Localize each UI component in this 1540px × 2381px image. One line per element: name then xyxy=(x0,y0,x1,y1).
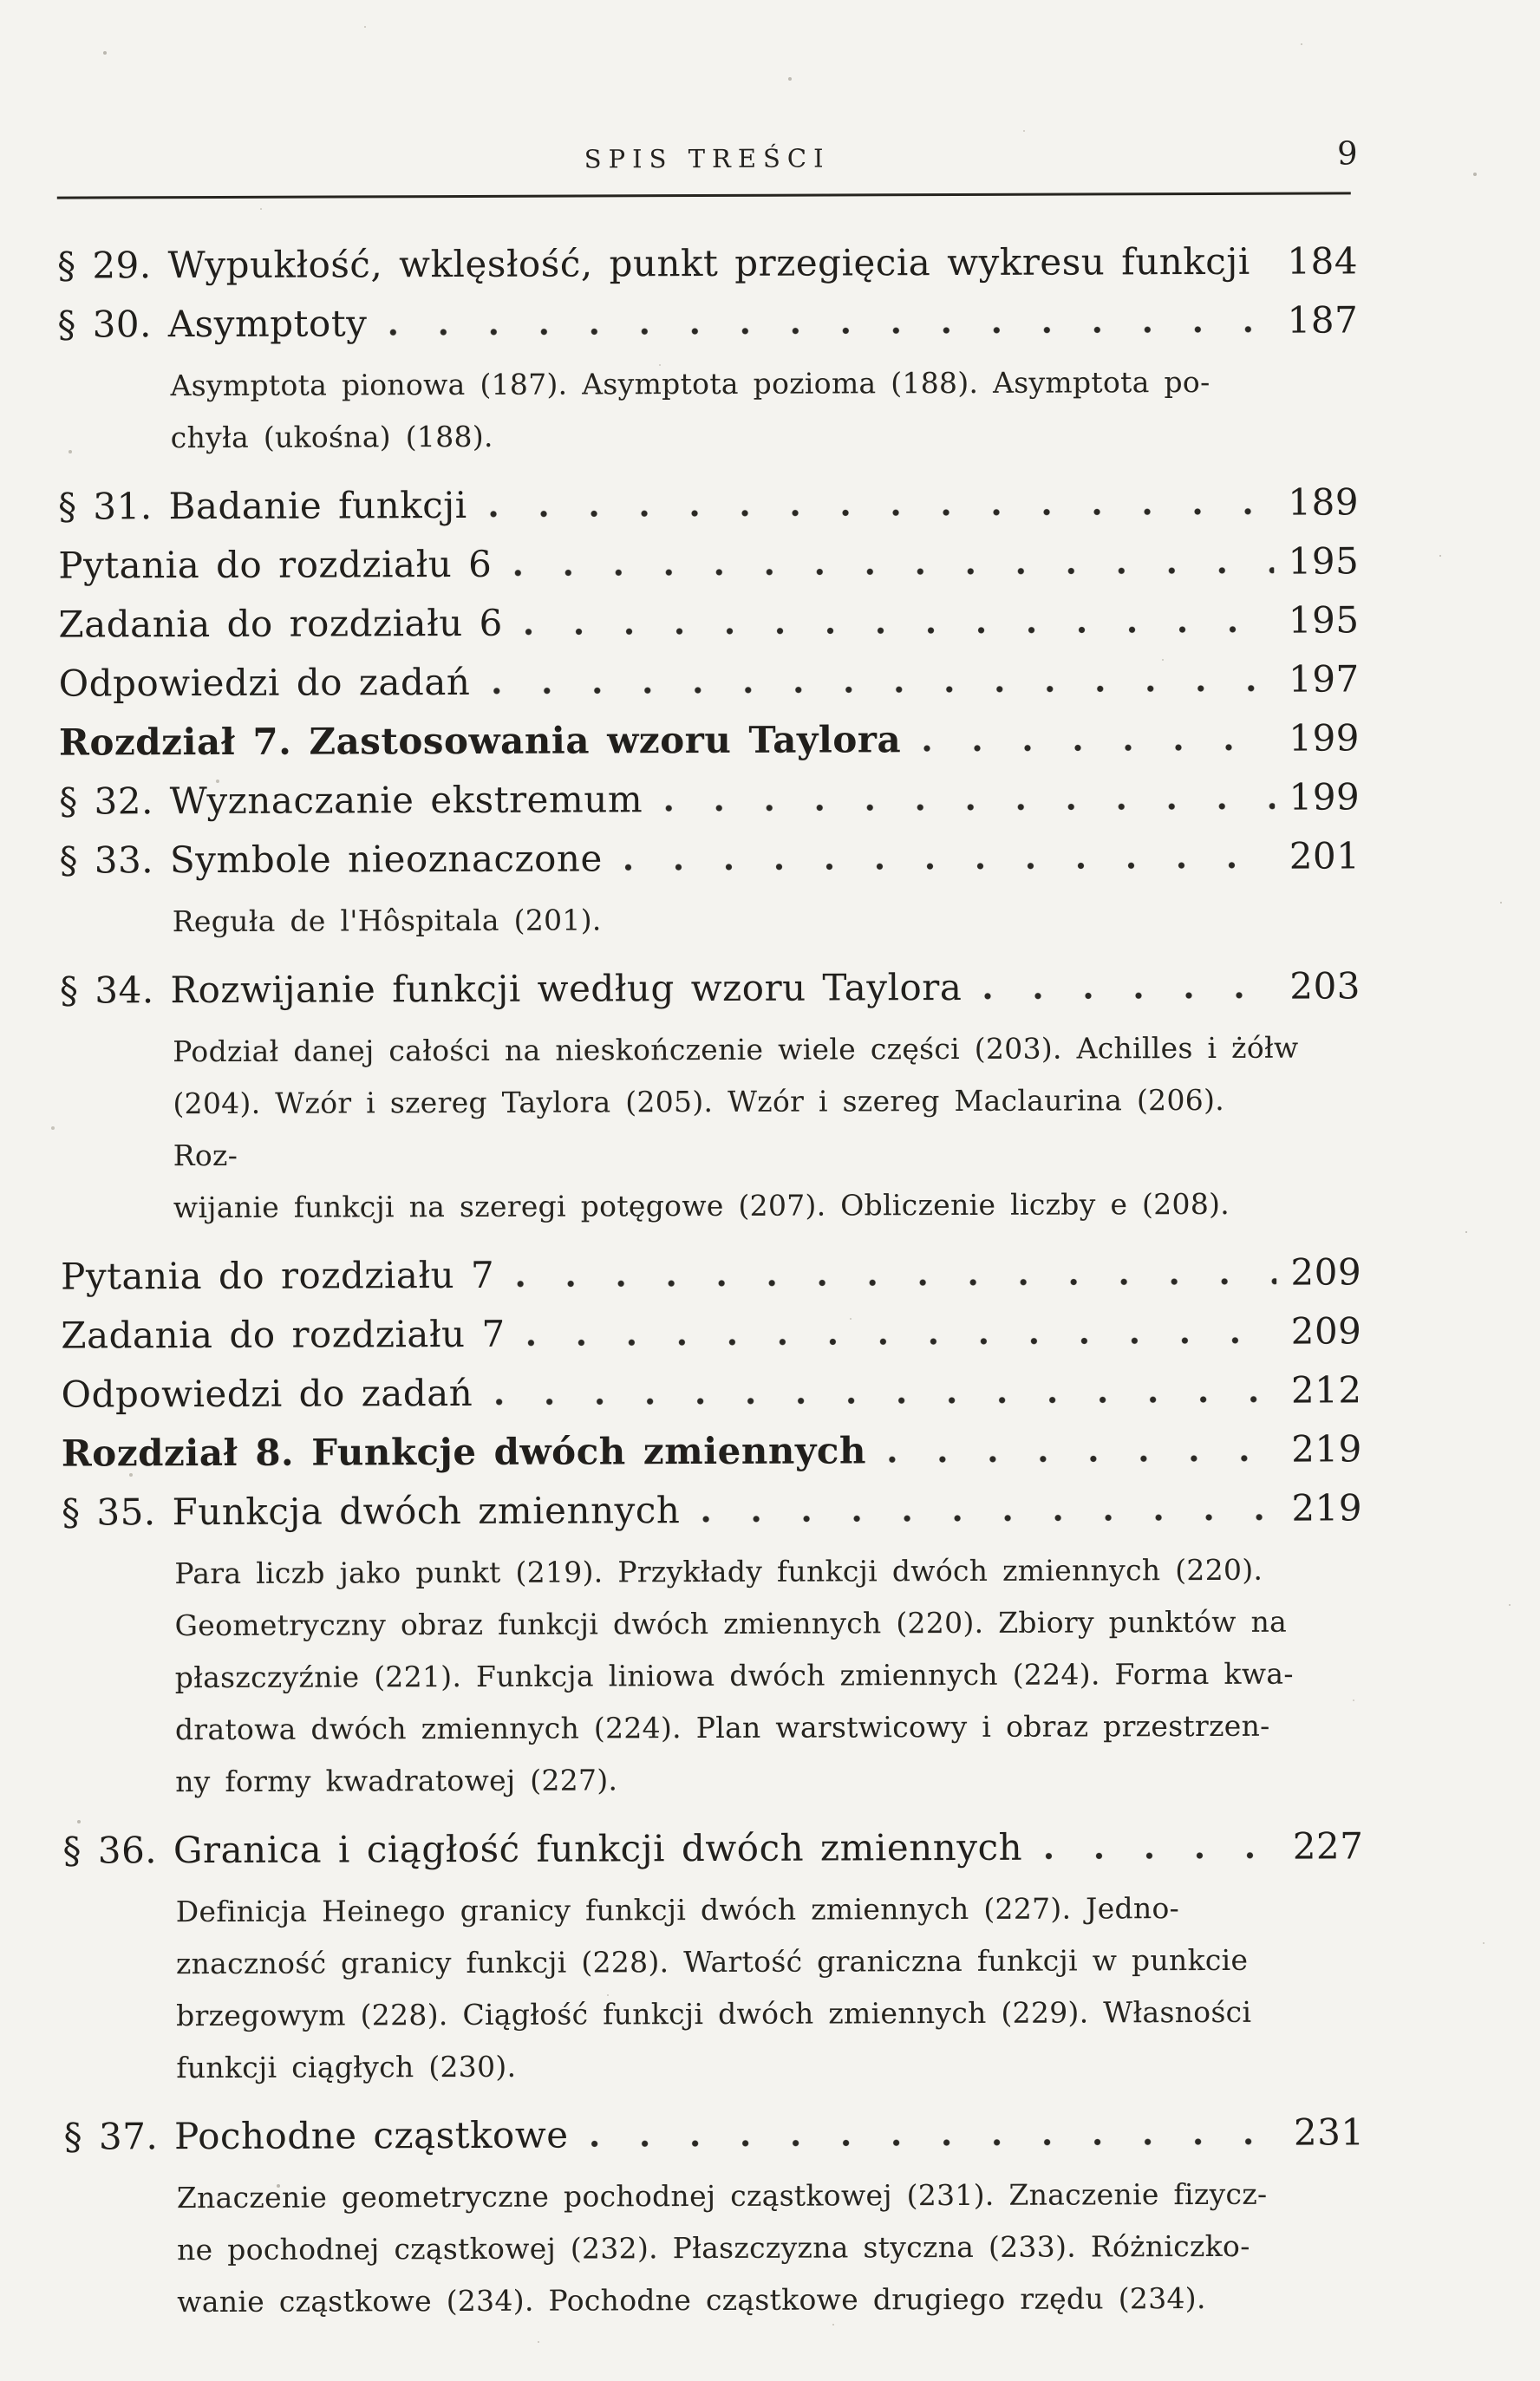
toc-note: Asymptota pionowa (187). Asymptota pozioma (188). Asymptota po- chyła (ukośna) (188). xyxy=(170,364,1210,455)
toc-note: Para liczb jako punkt (219). Przykłady funkcji dwóch zmiennych (220). Geometryczny obraz funkcji dwóch zmiennych (220). Zbiory punktów na płaszczyźnie (221). Funkcja liniowa dwóch zmiennych (224). Forma kwa- dratowa dwóch zmiennych (224). Plan warstwicowy i obraz przestrzen- ny formy kwadratowej (227). xyxy=(174,1552,1294,1799)
entry-page: 197 xyxy=(1288,657,1360,701)
entry-label: § 35. Funkcja dwóch zmiennych xyxy=(61,1489,681,1534)
toc-entry xyxy=(61,1311,1361,1355)
entry-label: § 33. Symbole nieoznaczone xyxy=(59,837,603,882)
leader-dots xyxy=(528,1334,1277,1349)
toc-note: Reguła de l'Hôspitala (201). xyxy=(172,903,602,939)
entry-page: 184 xyxy=(1287,239,1359,283)
entry-label: § 32. Wyznaczanie ekstremum xyxy=(59,778,643,823)
toc-entry xyxy=(57,300,1358,344)
toc-entry xyxy=(58,541,1359,585)
entry-label: § 30. Asymptoty xyxy=(57,302,368,346)
leader-dots xyxy=(1045,1849,1278,1862)
entry-page: 219 xyxy=(1291,1486,1363,1530)
entry-label: § 29. Wypukłość, wklęsłość, punkt przegięcia wykresu funkcji xyxy=(56,239,1250,287)
entry-page: 209 xyxy=(1290,1309,1362,1353)
toc-entry xyxy=(59,836,1360,880)
toc-entry xyxy=(59,718,1360,762)
toc-entry xyxy=(58,482,1359,526)
page-header xyxy=(56,0,1358,185)
entry-label: Zadania do rozdziału 7 xyxy=(61,1312,506,1357)
entry-page: 195 xyxy=(1288,598,1360,642)
entry-label: Rozdział 7. Zastosowania wzoru Taylora xyxy=(58,718,902,764)
entry-page: 199 xyxy=(1289,775,1361,819)
entry-page: 212 xyxy=(1290,1368,1362,1412)
leader-dots xyxy=(389,323,1273,339)
entry-page: 199 xyxy=(1289,716,1361,760)
leader-dots xyxy=(923,741,1275,754)
entry-page: 231 xyxy=(1293,2110,1365,2154)
entry-page: 195 xyxy=(1288,539,1360,583)
toc-note: Definicja Heinego granicy funkcji dwóch zmiennych (227). Jedno- znaczność granicy funkcji (228). Wartość graniczna funkcji w punkcie brzegowym (228). Ciągłość funkcji dwóch zmiennych (229). Własności funkcji ciągłych (230). xyxy=(175,1891,1252,2085)
entry-page: 227 xyxy=(1292,1824,1364,1868)
entry-label: Pytania do rozdziału 6 xyxy=(58,542,493,587)
entry-label: Zadania do rozdziału 6 xyxy=(58,601,503,646)
entry-page: 209 xyxy=(1290,1250,1362,1294)
toc-entry xyxy=(58,600,1359,644)
toc-note: Podział danej całości na nieskończenie wiele części (203). Achilles i żółw (204). Wzór i szereg Taylora (205). Wzór i szereg Maclaurina (206). Roz- wijanie funkcji na szeregi potęgowe (207). Obliczenie liczby e (208). xyxy=(173,1030,1299,1225)
entry-label: Pytania do rozdziału 7 xyxy=(61,1253,495,1298)
toc-entry xyxy=(62,1429,1362,1473)
leader-dots xyxy=(591,2136,1280,2150)
paper-noise xyxy=(0,0,2,2)
entry-label: § 37. Pochodne cząstkowe xyxy=(63,2113,569,2158)
entry-page: 187 xyxy=(1287,298,1359,342)
entry-label: Odpowiedzi do zadań xyxy=(58,660,471,705)
entry-label: § 31. Badanie funkcji xyxy=(57,483,467,528)
toc-entry xyxy=(62,1488,1362,1532)
toc-entry xyxy=(59,659,1360,703)
toc-entry xyxy=(61,1252,1361,1296)
page-content xyxy=(56,0,1365,2329)
toc-entry xyxy=(57,241,1358,285)
leader-dots xyxy=(493,682,1274,697)
entry-page: 189 xyxy=(1288,480,1360,524)
entry-page: 203 xyxy=(1289,964,1361,1008)
toc-list xyxy=(57,194,1366,2328)
leader-dots xyxy=(984,989,1276,1002)
leader-dots xyxy=(702,1511,1277,1525)
page-title: SPIS TREŚCI xyxy=(584,143,831,174)
leader-dots xyxy=(625,859,1276,874)
leader-dots xyxy=(525,623,1275,638)
toc-entry xyxy=(59,777,1360,821)
toc-entry xyxy=(60,966,1361,1010)
entry-page: 219 xyxy=(1291,1427,1362,1471)
entry-label: § 36. Granica i ciągłość funkcji dwóch zmiennych xyxy=(62,1825,1023,1872)
entry-label: § 34. Rozwijanie funkcji według wzoru Taylora xyxy=(59,965,962,1012)
toc-note: Znaczenie geometryczne pochodnej cząstkowej (231). Znaczenie fizycz- ne pochodnej cząstkowej (232). Płaszczyzna styczna (233). Różniczko- wanie cząstkowe (234). Pochodne cząstkowe drugiego rzędu (234). xyxy=(176,2176,1268,2319)
toc-entry xyxy=(64,2112,1365,2156)
toc-entry xyxy=(62,1826,1363,1870)
entry-page: 201 xyxy=(1289,834,1361,877)
leader-dots xyxy=(495,1393,1276,1408)
leader-dots xyxy=(665,800,1275,814)
leader-dots xyxy=(490,506,1274,520)
entry-label: Odpowiedzi do zadań xyxy=(61,1371,473,1416)
leader-dots xyxy=(517,1275,1276,1290)
entry-label: Rozdział 8. Funkcje dwóch zmiennych xyxy=(61,1429,867,1475)
leader-dots xyxy=(889,1452,1277,1466)
page-number: 9 xyxy=(1337,134,1358,173)
toc-entry xyxy=(62,1370,1362,1414)
leader-dots xyxy=(514,564,1274,579)
